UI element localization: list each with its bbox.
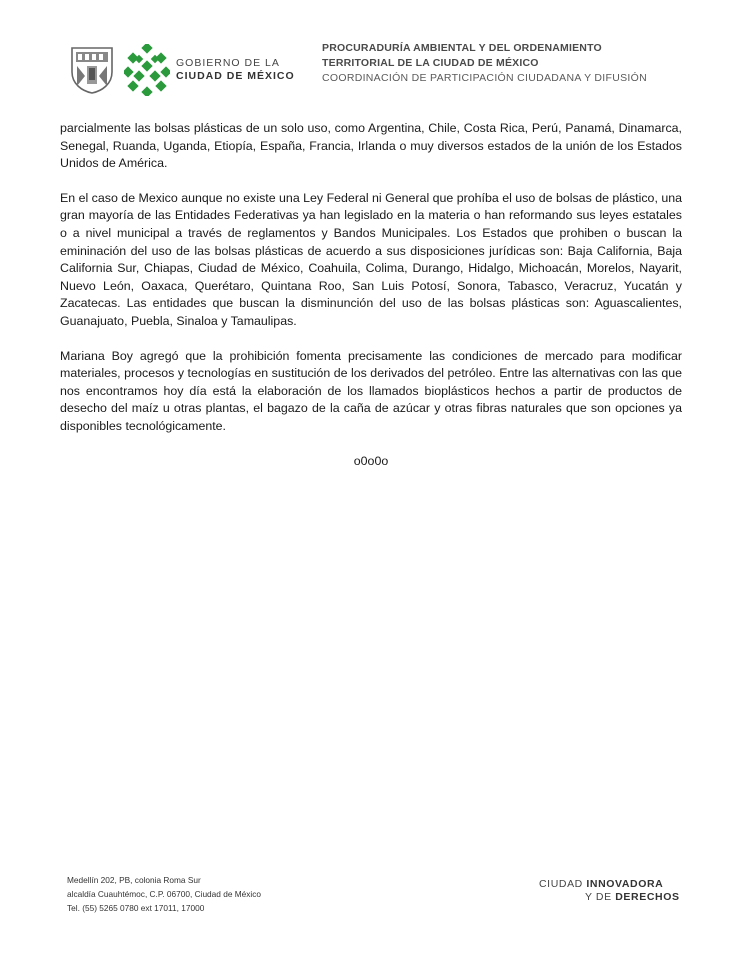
motto-word: CIUDAD: [539, 878, 583, 890]
letterhead: [0, 0, 737, 110]
end-separator: o0o0o: [353, 453, 389, 468]
footer-address: [67, 873, 261, 915]
coat-of-arms-icon: [70, 46, 114, 94]
agency-line-3: COORDINACIÓN DE PARTICIPACIÓN CIUDADANA Y DIFUSIÓN: [322, 72, 647, 84]
motto-word: Y DE: [585, 891, 612, 903]
motto-word-bold: DERECHOS: [615, 891, 680, 903]
agency-line-2: TERRITORIAL DE LA CIUDAD DE MÉXICO: [322, 57, 539, 69]
paragraph: En el caso de Mexico aunque no existe una Ley Federal ni General que prohíba el uso de bolsas de plástico, una gran mayoría de las Entidades Federativas ya han legislado en la materia o han reformando sus leyes estatales o a nivel municipal a través de reglamentos y Bandos Municipales. Los Estados que prohiben o buscan la emininación del uso de las bolsas plásticas de acuerdo a sus disposiciones jurídicas son: Baja California, Baja California Sur, Chiapas, Ciudad de México, Coahuila, Colima, Durango, Hidalgo, Michoacán, Morelos, Nayarit, Nuevo León, Oaxaca, Querétaro, Quintana Roo, San Luis Potosí, Sonora, Tabasco, Veracruz, Yucatán y Zacatecas. Las entidades que buscan la disminunción del uso de las bolsas plásticas son: Aguascalientes, Guanajuato, Puebla, Sinaloa y Tamaulipas.: [60, 190, 683, 328]
agency-name: [322, 41, 702, 86]
agency-line-1: PROCURADURÍA AMBIENTAL Y DEL ORDENAMIENTO: [322, 42, 602, 54]
document-body: [60, 120, 682, 470]
paragraph: parcialmente las bolsas plásticas de un solo uso, como Argentina, Chile, Costa Rica, Perú, Panamá, Dinamarca, Senegal, Ruanda, Uganda, Etiopía, España, Francia, Irlanda o muy diversos estados de la unión de los Estados Unidos de América.: [60, 121, 682, 171]
gov-line-2: CIUDAD DE MÉXICO: [176, 70, 295, 82]
gov-line-1: GOBIERNO DE LA: [176, 57, 280, 69]
footer-motto: [539, 878, 680, 904]
address-line: alcaldía Cuauhtémoc, C.P. 06700, Ciudad de México: [67, 889, 262, 899]
gov-name: [176, 57, 295, 83]
phone-line: Tel. (55) 5265 0780 ext 17011, 17000: [67, 903, 205, 913]
paragraph: Mariana Boy agregó que la prohibición fomenta precisamente las condiciones de mercado para modificar materiales, procesos y tecnologías en sustitución de los derivados del petróleo. Entre las alternativas con las que nos encontramos hoy día está la elaboración de los llamados bioplásticos hechos a partir de productos de desecho del maíz u otras plantas, el bagazo de la caña de azúcar y otras fibras naturales que son opciones ya disponibles tecnológicamente.: [60, 348, 682, 433]
cdmx-logo-icon: [124, 44, 170, 96]
address-line: Medellín 202, PB, colonia Roma Sur: [67, 875, 201, 885]
motto-word-bold: INNOVADORA: [586, 878, 664, 890]
